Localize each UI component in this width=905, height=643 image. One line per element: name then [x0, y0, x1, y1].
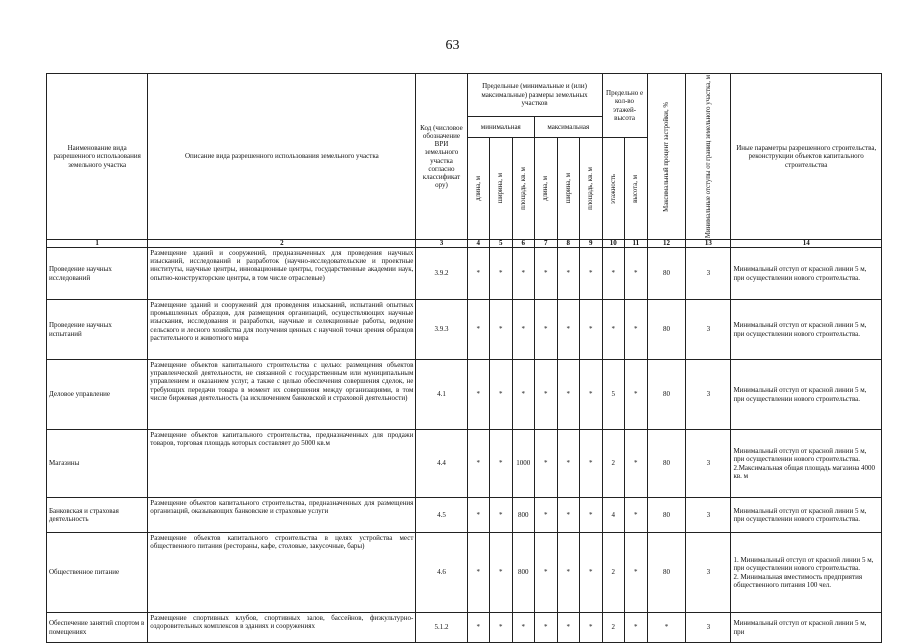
header-max: максимальная [535, 116, 603, 138]
other-param-line: Минимальный отступ от красной линии 5 м, при [733, 619, 867, 636]
row-value: 2 [602, 430, 625, 498]
row-value: * [557, 248, 580, 300]
row-value: 80 [647, 360, 686, 430]
row-value: 2 [602, 613, 625, 643]
row-value: 80 [647, 300, 686, 360]
column-number-row [47, 240, 882, 248]
row-value: * [625, 613, 648, 643]
row-other-params [731, 248, 882, 300]
header-other: Иные параметры разрешенного строительства, реконструкции объектов капитального строительства [731, 74, 882, 240]
row-other-params [731, 360, 882, 430]
row-value: 80 [647, 248, 686, 300]
row-value: 3 [686, 430, 731, 498]
header-code: Код (числовое обозначение ВРИ земельного участка согласно классификат ору) [416, 74, 467, 240]
row-value: * [512, 300, 535, 360]
row-value: * [490, 613, 513, 643]
row-value: * [490, 248, 513, 300]
column-number: 6 [512, 240, 535, 248]
row-value: * [580, 533, 603, 613]
row-value: * [490, 498, 513, 533]
row-other-params [731, 533, 882, 613]
row-value: 800 [512, 533, 535, 613]
other-param-line: Минимальный отступ от красной линии 5 м, при осуществлении нового строительства. [733, 265, 867, 282]
row-value: * [512, 248, 535, 300]
row-value: * [557, 613, 580, 643]
row-code: 4.1 [416, 360, 467, 430]
row-value: * [535, 360, 558, 430]
row-value: 3 [686, 360, 731, 430]
row-value: * [580, 613, 603, 643]
header-name: Наименование вида разрешенного использования земельного участка [47, 74, 148, 240]
row-description: Размещение зданий и сооружений для проведения изысканий, испытаний опытных промышленных образцов, для размещения организаций, осуществляющих научные изыскания, исследования и разработки, научные и селекционные работы, ведение сельского и лесного хозяйства для получения ценных с научной точки зрения образцов растительного и животного мира [148, 300, 416, 360]
other-param-line: 2. Минимальная вместимость предприятия общественного питания 100 чел. [733, 572, 863, 589]
row-value: * [625, 248, 648, 300]
row-value: 3 [686, 248, 731, 300]
row-value: * [467, 300, 490, 360]
row-value: * [490, 430, 513, 498]
column-number: 11 [625, 240, 648, 248]
land-use-table [46, 73, 882, 643]
column-number: 10 [602, 240, 625, 248]
row-name: Общественное питание [47, 533, 148, 613]
row-name: Деловое управление [47, 360, 148, 430]
row-name: Банковская и страховая деятельность [47, 498, 148, 533]
row-name: Проведение научных испытаний [47, 300, 148, 360]
header-description: Описание вида разрешенного использования земельного участка [148, 74, 416, 240]
row-value: * [625, 430, 648, 498]
row-value: * [535, 430, 558, 498]
row-description: Размещение объектов капитального строительства, предназначенных для продажи товаров, торговая площадь которых составляет до 5000 кв.м [148, 430, 416, 498]
row-value: * [467, 498, 490, 533]
row-value: 80 [647, 430, 686, 498]
row-value: * [580, 430, 603, 498]
row-description: Размещение объектов капитального строительства в целях устройства мест общественного питания (рестораны, кафе, столовые, закусочные, бары) [148, 533, 416, 613]
row-value: * [467, 533, 490, 613]
row-name: Магазины [47, 430, 148, 498]
row-code: 5.1.2 [416, 613, 467, 643]
row-value: * [602, 248, 625, 300]
row-value: 3 [686, 300, 731, 360]
other-param-line: Минимальный отступ от красной линии 5 м, при осуществлении нового строительства. [733, 506, 867, 524]
column-number: 5 [490, 240, 513, 248]
header-min-width: ширина, м [497, 173, 505, 204]
row-other-params [731, 430, 882, 498]
row-code: 4.4 [416, 430, 467, 498]
column-number: 4 [467, 240, 490, 248]
column-number: 7 [535, 240, 558, 248]
column-number: 14 [731, 240, 882, 248]
row-code: 4.5 [416, 498, 467, 533]
row-value: * [512, 360, 535, 430]
header-floors-group: Предельно е кол-во этажей-высота [602, 74, 647, 138]
row-value: * [535, 300, 558, 360]
row-value: * [512, 613, 535, 643]
row-value: * [535, 533, 558, 613]
row-value: * [580, 300, 603, 360]
header-coverage: Максимальный процент застройки, % [662, 101, 670, 212]
row-value: * [625, 533, 648, 613]
row-value: 2 [602, 533, 625, 613]
row-value: 3 [686, 533, 731, 613]
other-param-line: Минимальный отступ от красной линии 5 м, при осуществлении нового строительства. [733, 321, 867, 338]
row-value: 5 [602, 360, 625, 430]
row-value: * [490, 360, 513, 430]
header-min-area: площадь, кв. м [519, 167, 527, 211]
row-value: * [602, 300, 625, 360]
row-description: Размещение объектов капитального строительства с целью: размещения объектов управленческой деятельности, не связанной с государственным или муниципальным управлением и оказанием услуг, а также с целью обеспечения совершения сделок, не требующих передачи товара в момент их совершения между организациями, в том числе биржевая деятельность (за исключением банковской и страховой деятельности) [148, 360, 416, 430]
table-row [47, 300, 882, 360]
row-other-params [731, 498, 882, 533]
column-number: 8 [557, 240, 580, 248]
row-value: * [557, 533, 580, 613]
row-description: Размещение спортивных клубов, спортивных залов, бассейнов, физкультурно-оздоровительных комплексов в зданиях и сооружениях [148, 613, 416, 643]
row-value: * [535, 248, 558, 300]
row-code: 4.6 [416, 533, 467, 613]
column-number: 13 [686, 240, 731, 248]
header-setback: Минимальные отступы от границ земельного участка, м [704, 75, 712, 239]
row-value: 4 [602, 498, 625, 533]
row-value: 80 [647, 533, 686, 613]
row-value: * [467, 613, 490, 643]
column-number: 3 [416, 240, 467, 248]
row-value: * [625, 360, 648, 430]
row-value: * [580, 248, 603, 300]
row-value: * [557, 498, 580, 533]
column-number: 9 [580, 240, 603, 248]
row-value: * [467, 360, 490, 430]
row-value: * [625, 300, 648, 360]
header-max-area: площадь, кв. м [587, 167, 595, 211]
column-number: 12 [647, 240, 686, 248]
row-value: 800 [512, 498, 535, 533]
row-value: 80 [647, 498, 686, 533]
table-row [47, 533, 882, 613]
other-param-line: 2.Максимальная общая площадь магазина 4000 кв. м [733, 463, 876, 480]
table-row [47, 430, 882, 498]
other-param-line: Минимальный отступ от красной линии 5 м, при осуществлении нового строительства. [733, 386, 867, 403]
row-code: 3.9.3 [416, 300, 467, 360]
table-row [47, 360, 882, 430]
header-sizes-group: Предельные (минимальные и (или) максимальные) размеры земельных участков [467, 74, 602, 117]
row-value: * [580, 360, 603, 430]
row-value: * [490, 300, 513, 360]
row-code: 3.9.2 [416, 248, 467, 300]
header-floors: этажность [609, 173, 617, 204]
column-number: 2 [148, 240, 416, 248]
row-value: * [557, 430, 580, 498]
table-row [47, 613, 882, 643]
header-max-width: ширина, м [564, 173, 572, 204]
row-value: * [647, 613, 686, 643]
row-value: 3 [686, 498, 731, 533]
row-value: 3 [686, 613, 731, 643]
row-name: Обеспечение занятий спортом в помещениях [47, 613, 148, 643]
row-value: * [625, 498, 648, 533]
other-param-line: Минимальный отступ от красной линии 5 м, при осуществлении нового строительства. [733, 447, 867, 464]
row-other-params [731, 300, 882, 360]
row-other-params [731, 613, 882, 643]
table-row [47, 248, 882, 300]
row-value: * [557, 360, 580, 430]
header-min-length: длина, м [474, 176, 482, 202]
header-height: высота, м [632, 174, 640, 203]
header-max-length: длина, м [542, 176, 550, 202]
row-value: * [535, 498, 558, 533]
column-number: 1 [47, 240, 148, 248]
row-value: * [467, 430, 490, 498]
row-value: 1000 [512, 430, 535, 498]
row-value: * [535, 613, 558, 643]
row-value: * [557, 300, 580, 360]
row-value: * [580, 498, 603, 533]
page-number: 63 [445, 38, 460, 53]
row-value: * [490, 533, 513, 613]
other-param-line: 1. Минимальный отступ от красной линии 5 м, при осуществлении нового строительства. [733, 556, 874, 573]
row-description: Размещение объектов капитального строительства, предназначенных для размещения организаций, оказывающих банковские и страховые услуги [148, 498, 416, 533]
header-min: минимальная [467, 116, 535, 138]
row-name: Проведение научных исследований [47, 248, 148, 300]
row-value: * [467, 248, 490, 300]
table-row [47, 498, 882, 533]
row-description: Размещение зданий и сооружений, предназначенных для проведения научных изысканий, исследований и разработок (научно-исследовательские и проектные институты, научные центры, инновационные центры, государственные академии наук, опытно-конструкторские центры, в том числе отраслевые) [148, 248, 416, 300]
